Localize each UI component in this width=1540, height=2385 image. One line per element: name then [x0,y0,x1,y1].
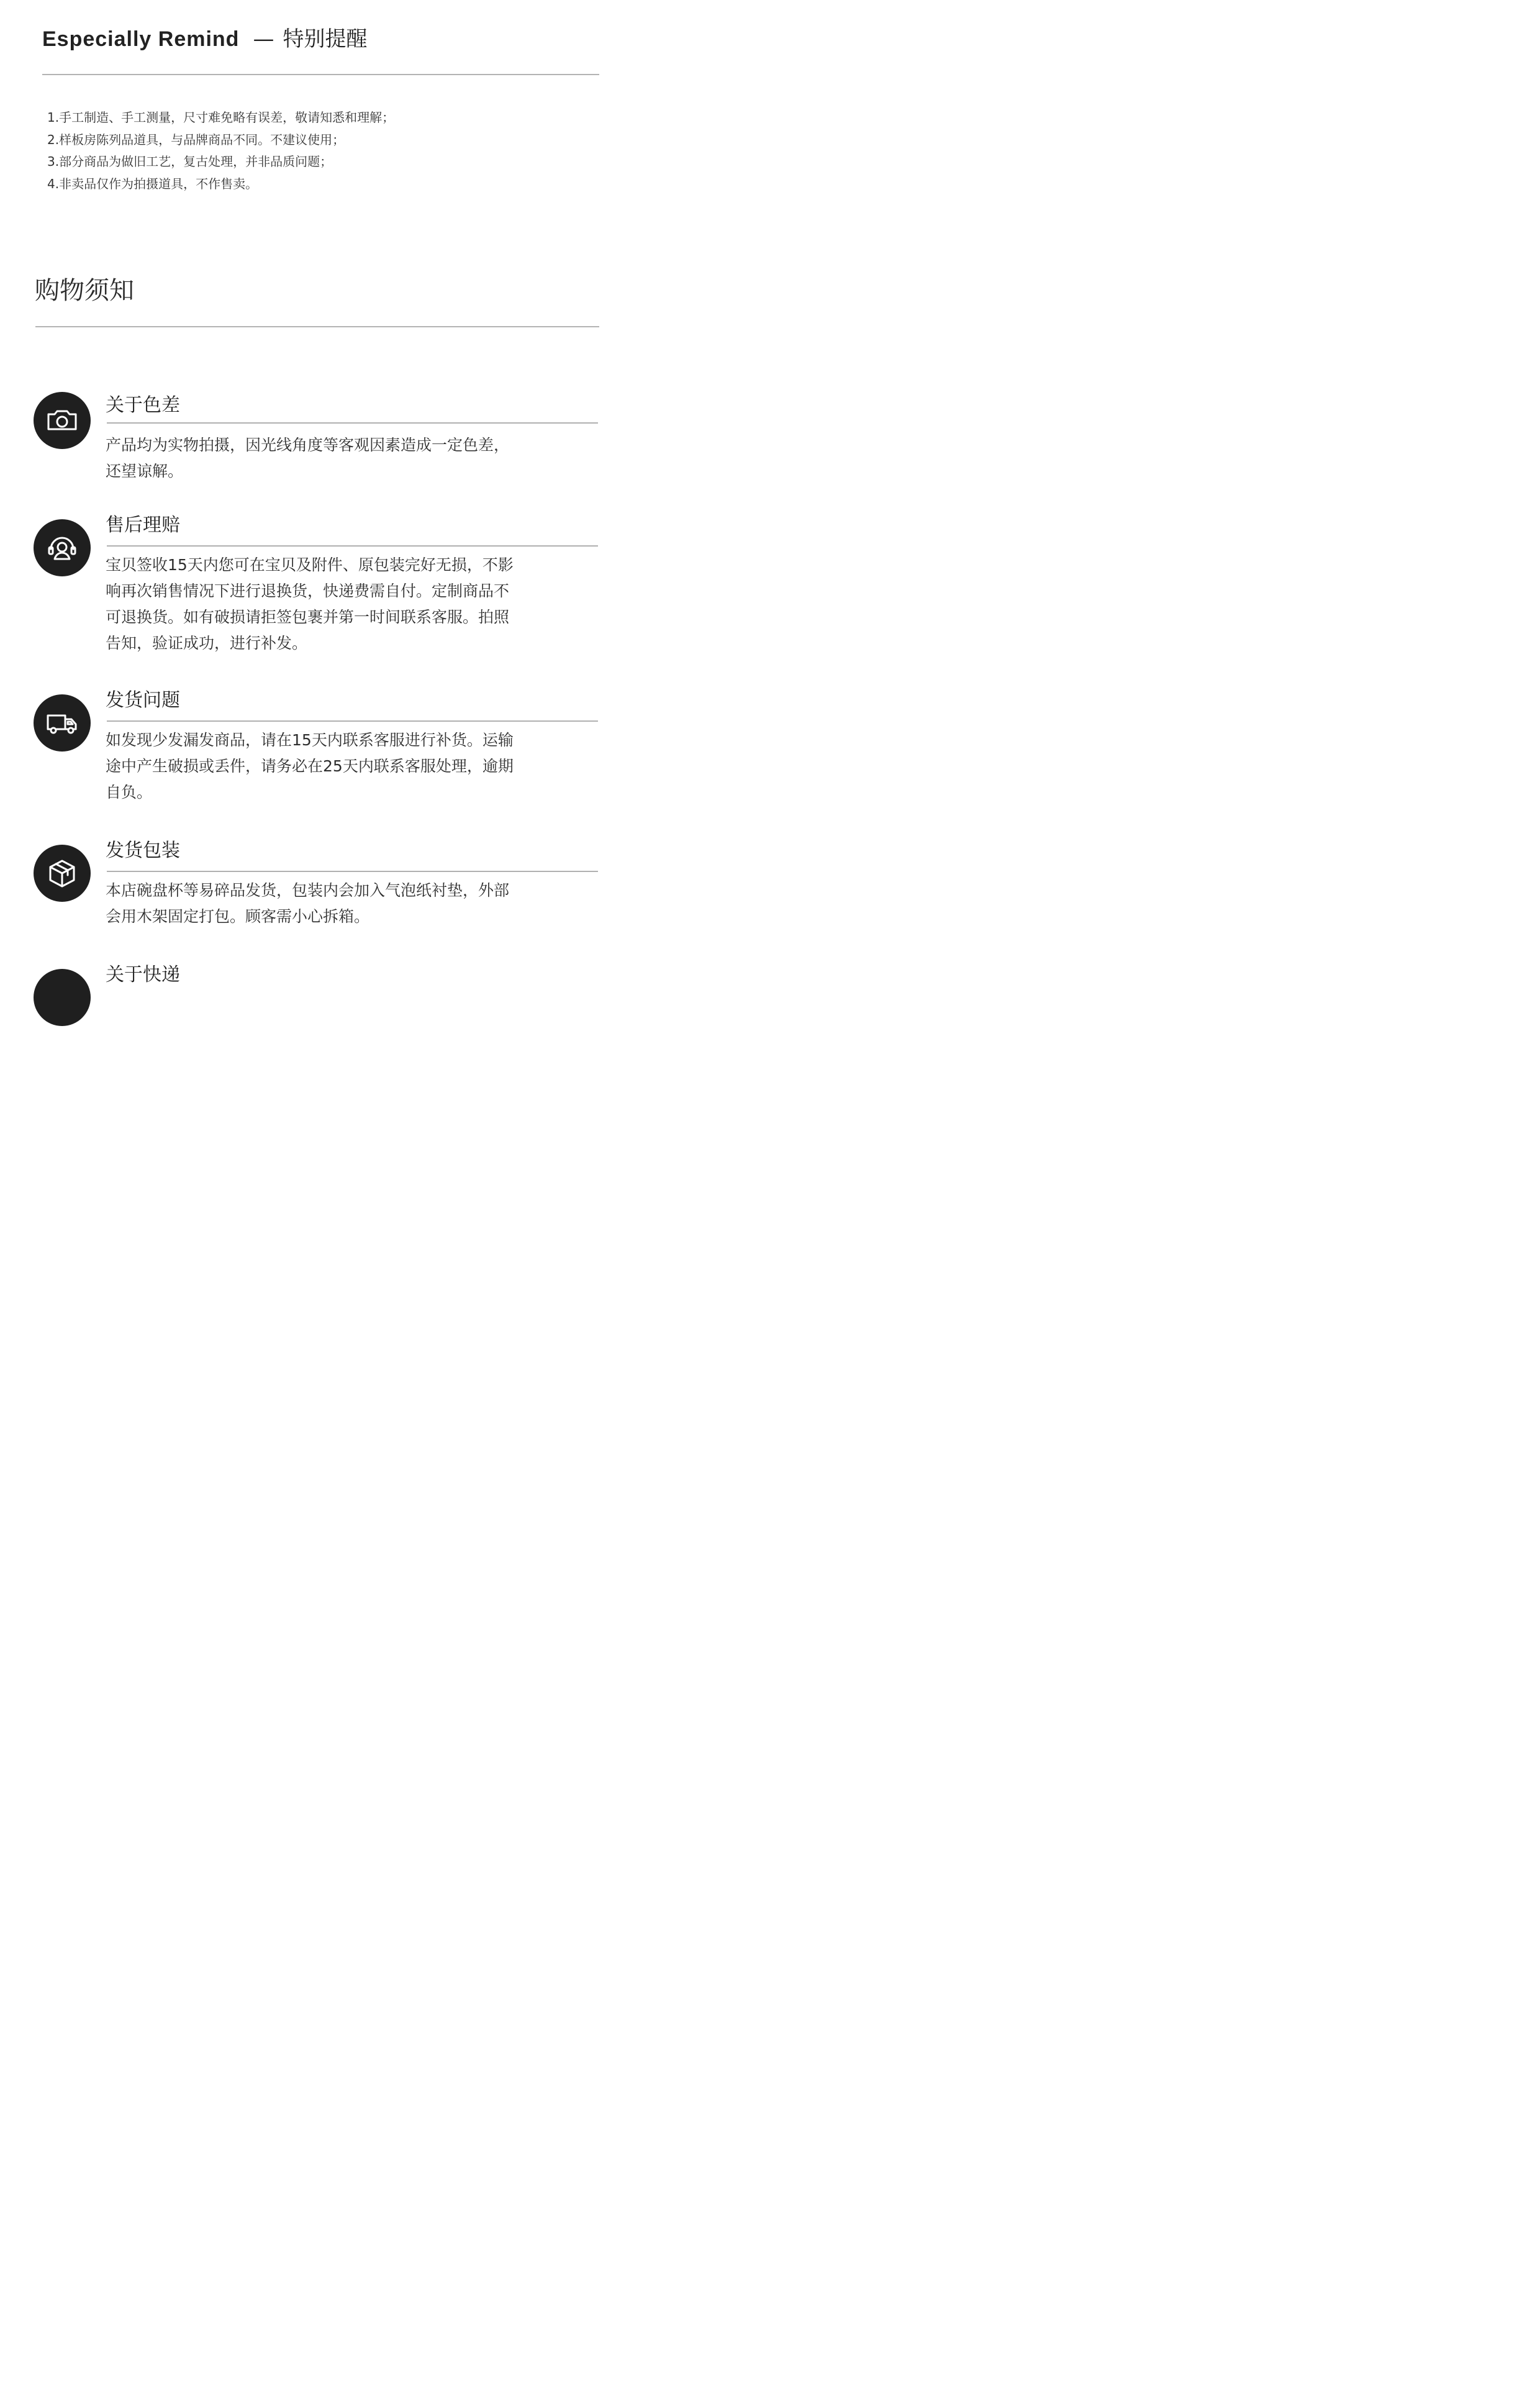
notice-line: 响再次销售情况下进行退换货，快递费需自付。定制商品不 [106,582,510,600]
notice-line: 还望谅解。 [106,462,184,480]
notice-line: 可退换货。如有破损请拒签包裹并第一时间联系客服。拍照 [106,608,510,626]
remind-title-dash: — [253,27,274,52]
notice-text [106,727,584,806]
remind-item: 1.手工制造、手工测量，尺寸难免略有误差，敬请知悉和理解； [47,110,395,125]
notice-title: 售后理赔 [106,514,180,536]
remind-divider [42,74,599,75]
remind-item: 4.非卖品仅作为拍摄道具，不作售卖。 [47,176,258,191]
remind-item: 2.样板房陈列品道具，与品牌商品不同。不建议使用； [47,132,345,147]
notice-line: 产品均为实物拍摄，因光线角度等客观因素造成一定色差， [106,436,510,454]
notice-icon-partial [34,969,91,1026]
shopping-divider [35,326,599,327]
notice-line: 本店碗盘杯等易碎品发货，包装内会加入气泡纸衬垫，外部 [106,881,510,899]
notice-title: 关于色差 [106,394,180,416]
notice-divider [107,871,598,872]
notice-text [106,878,584,930]
package-box-icon [34,845,91,902]
remind-title-en: Especially Remind [42,27,240,51]
notice-line: 告知，验证成功，进行补发。 [106,634,308,652]
notice-line: 途中产生破损或丢件，请务必在25天内联系客服处理，逾期 [106,757,514,775]
customer-service-icon [34,519,91,576]
notice-line: 宝贝签收15天内您可在宝贝及附件、原包装完好无损，不影 [106,556,514,574]
notice-line: 如发现少发漏发商品，请在15天内联系客服进行补货。运输 [106,731,514,749]
notice-divider [107,422,598,424]
remind-title-cn: 特别提醒 [283,27,368,52]
remind-title [42,25,367,53]
truck-icon [34,694,91,752]
notice-text [106,432,584,484]
notice-title: 关于快递 [106,964,180,986]
notice-title: 发货问题 [106,689,180,711]
notice-line: 会用木架固定打包。顾客需小心拆箱。 [106,907,370,925]
remind-list [47,107,394,195]
remind-item: 3.部分商品为做旧工艺，复古处理，并非品质问题； [47,154,333,169]
notice-line: 自负。 [106,783,153,801]
notice-divider [107,545,598,547]
shopping-notice-title: 购物须知 [35,276,134,305]
camera-icon [34,392,91,449]
notice-title: 发货包装 [106,840,180,861]
notice-text [106,552,584,656]
notice-divider [107,720,598,722]
